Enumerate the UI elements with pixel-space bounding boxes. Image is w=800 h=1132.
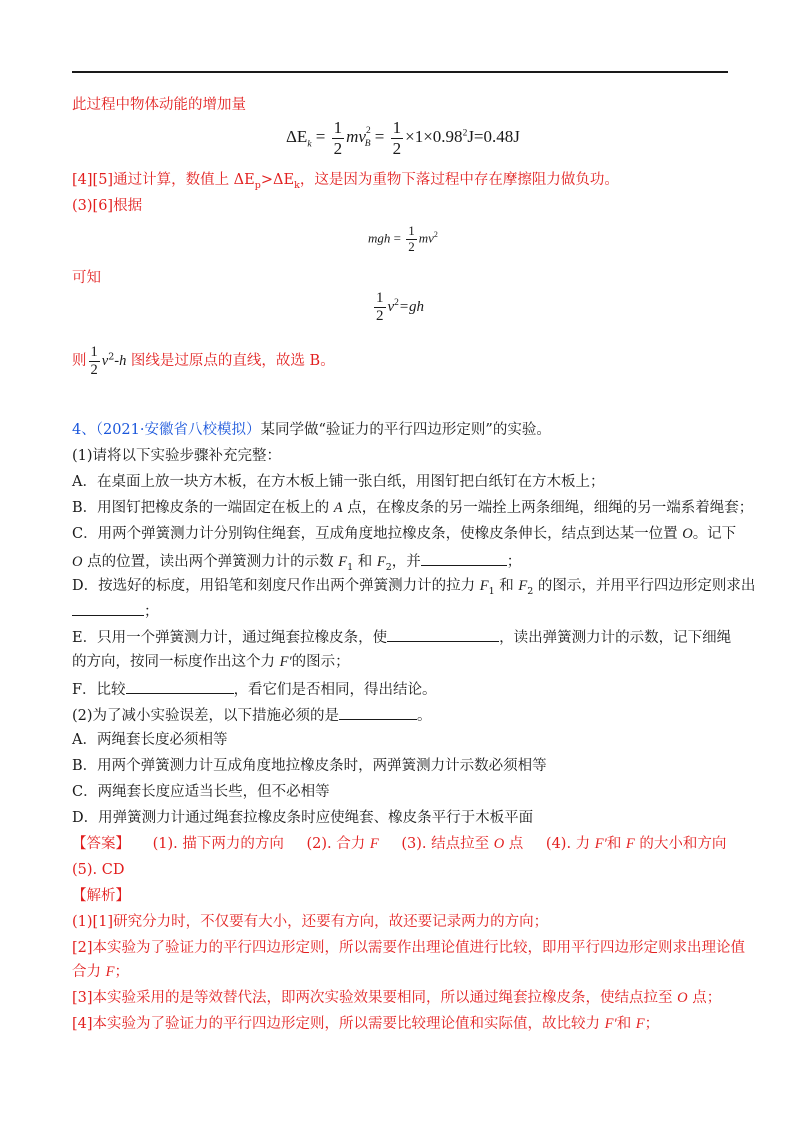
analysis-label: 【解析】 [72,888,130,904]
blank-2[interactable] [72,600,144,616]
question-4-part-2: (2)为了减小实验误差，以下措施必须的是 。 [72,704,432,726]
analysis-line-3: 合力 F； [72,964,129,980]
part-3-label: (3)[6]根据 [72,198,143,214]
step-f: F．比较 ，看它们是否相同，得出结论。 [72,678,437,700]
analysis-line-2: [2]本实验为了验证力的平行四边形定则，所以需要作出理论值进行比较，即用平行四边形定则求出理论值 [72,940,746,956]
question-4-title: 4、（2021·安徽省八校模拟）某同学做“验证力的平行四边形定则”的实验。 [72,422,551,438]
step-d-line-1: D．按选好的标度，用铅笔和刻度尺作出两个弹簧测力计的拉力 $F_1$ 和 $F_2$ 的图示，并用平行四边形定则求出 [72,578,756,597]
step-b: B．用图钉把橡皮条的一端固定在板上的 A 点，在橡皮条的另一端拴上两条细绳，细绳的另一端系着绳套； [72,500,754,516]
answer-line-1: 【答案】 (1). 描下两力的方向 (2). 合力 F (3). 结点拉至 O 点 (4). 力 F′和 F 的大小和方向 [72,836,727,852]
step-a: A．在桌面上放一块方木板，在方木板上铺一张白纸，用图钉把白纸钉在方木板上； [72,474,605,490]
step-d-line-2: ； [72,600,159,622]
kinetic-energy-formula: $\Delta E_k$ = $\frac{1}{2}$ $mv^2_B$ = $\frac{1}{2}$ $\times 1\times 0.98^2J=0.48J$ [286,118,520,158]
kezhi-text: 可知 [72,270,101,286]
step-e-line-2: 的方向，按同一标度作出这个力 F′的图示； [72,654,350,670]
mgh-formula: mgh = $\frac{1}{2}$ $mv^2$ [368,223,438,254]
step-c-line-1: C．用两个弹簧测力计分别钩住绳套，互成角度地拉橡皮条，使橡皮条伸长，结点到达某一位置 O。记下 [72,526,737,542]
analysis-line-4: [3]本实验采用的是等效替代法，即两次实验效果要相同，所以通过绳套拉橡皮条，使结点拉至 O 点； [72,990,722,1006]
question-4-part-1: (1)请将以下实验步骤补充完整： [72,448,282,464]
option-a: A．两绳套长度必须相等 [72,732,228,748]
step-c-line-2: O 点的位置，读出两个弹簧测力计的示数 $F_1$ 和 $F_2$，并 ； [72,550,521,578]
option-b: B．用两个弹簧测力计互成角度地拉橡皮条时，两弹簧测力计示数必须相等 [72,758,547,774]
analysis-4-5: [4][5]通过计算，数值上 $\Delta E_p>\Delta E_k$，这是因为重物下落过程中存在摩擦阻力做负功。 [72,172,619,191]
blank-4[interactable] [126,678,234,694]
blank-1[interactable] [421,550,507,566]
analysis-line-1: (1)[1]研究分力时，不仅要有大小，还要有方向，故还要记录两力的方向； [72,914,549,930]
kinetic-energy-intro: 此过程中物体动能的增加量 [72,97,246,113]
analysis-line-5: [4]本实验为了验证力的平行四边形定则，所以需要比较理论值和实际值，故比较力 F′和 F； [72,1016,660,1032]
step-e-line-1: E．只用一个弹簧测力计，通过绳套拉橡皮条，使 ，读出弹簧测力计的示数，记下细绳 [72,626,731,648]
option-c: C．两绳套长度应适当长些，但不必相等 [72,784,330,800]
v2-gh-formula: $\frac{1}{2}$ $v^2=gh$ [376,290,425,325]
header-rule [72,71,728,73]
answer-line-2: (5). CD [72,862,125,878]
option-d: D．用弹簧测力计通过绳套拉橡皮条时应使绳套、橡皮条平行于木板平面 [72,810,534,826]
blank-5[interactable] [339,704,417,720]
conclusion-line: 则 $\frac{1}{2}$ $v^2-h$ 图线是过原点的直线，故选 B。 [72,344,335,378]
blank-3[interactable] [387,626,499,642]
